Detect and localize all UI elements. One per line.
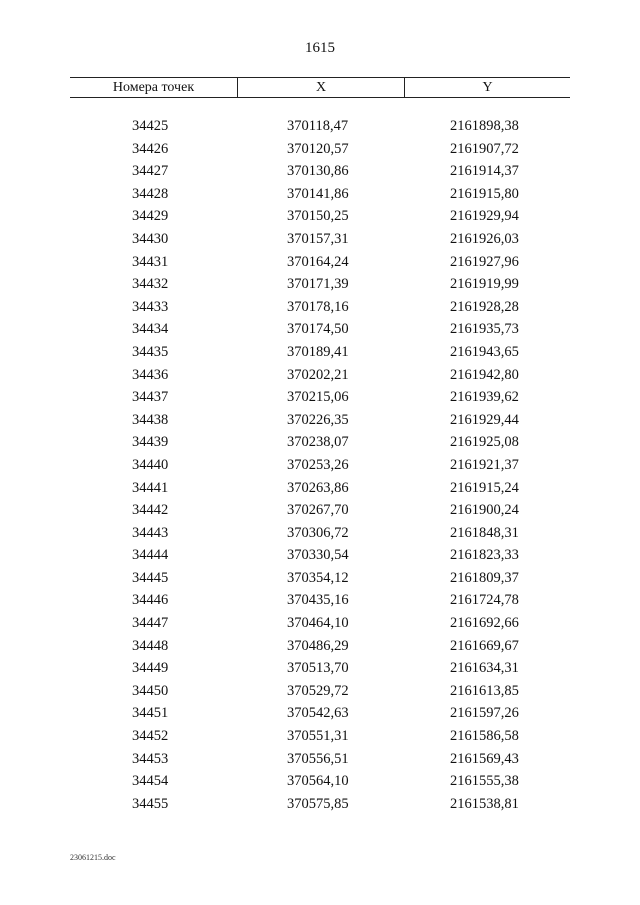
- y-coordinate-cell: 2161929,44: [450, 411, 519, 428]
- page-number: 1615: [305, 40, 335, 56]
- table-row: [70, 431, 570, 454]
- table-row: [70, 748, 570, 771]
- point-number-cell: 34449: [132, 660, 169, 677]
- y-coordinate-cell: 2161900,24: [450, 502, 519, 519]
- x-coordinate-cell: 370141,86: [287, 185, 349, 202]
- y-coordinate-cell: 2161907,72: [450, 140, 519, 157]
- point-number-cell: 34426: [132, 140, 169, 157]
- point-number-cell: 34437: [132, 389, 169, 406]
- point-number-cell: 34434: [132, 321, 169, 338]
- point-number-cell: 34431: [132, 253, 169, 270]
- table-row: [70, 205, 570, 228]
- table-row: [70, 341, 570, 364]
- x-coordinate-cell: 370564,10: [287, 773, 349, 790]
- table-row: [70, 251, 570, 274]
- y-coordinate-cell: 2161928,28: [450, 298, 519, 315]
- table-row: [70, 612, 570, 635]
- y-coordinate-cell: 2161935,73: [450, 321, 519, 338]
- y-coordinate-cell: 2161634,31: [450, 660, 519, 677]
- x-coordinate-cell: 370330,54: [287, 547, 349, 564]
- point-number-cell: 34441: [132, 479, 169, 496]
- x-coordinate-cell: 370464,10: [287, 615, 349, 632]
- point-number-cell: 34433: [132, 298, 169, 315]
- table-row: [70, 499, 570, 522]
- y-coordinate-cell: 2161927,96: [450, 253, 519, 270]
- point-number-cell: 34428: [132, 185, 169, 202]
- x-coordinate-cell: 370529,72: [287, 682, 349, 699]
- point-number-cell: 34430: [132, 230, 169, 247]
- point-number-cell: 34444: [132, 547, 169, 564]
- x-coordinate-cell: 370150,25: [287, 208, 349, 225]
- x-coordinate-cell: 370542,63: [287, 705, 349, 722]
- y-coordinate-cell: 2161915,24: [450, 479, 519, 496]
- table-header: [70, 77, 570, 98]
- y-coordinate-cell: 2161669,67: [450, 637, 519, 654]
- y-coordinate-cell: 2161569,43: [450, 750, 519, 767]
- point-number-cell: 34452: [132, 728, 169, 745]
- x-coordinate-cell: 370238,07: [287, 434, 349, 451]
- x-coordinate-cell: 370486,29: [287, 637, 349, 654]
- table-row: [70, 793, 570, 816]
- table-row: [70, 635, 570, 658]
- point-number-cell: 34438: [132, 411, 169, 428]
- table-row: [70, 183, 570, 206]
- x-coordinate-cell: 370253,26: [287, 456, 349, 473]
- point-number-cell: 34445: [132, 569, 169, 586]
- y-coordinate-cell: 2161919,99: [450, 276, 519, 293]
- x-coordinate-cell: 370354,12: [287, 569, 349, 586]
- point-number-cell: 34442: [132, 502, 169, 519]
- x-coordinate-cell: 370202,21: [287, 366, 349, 383]
- x-coordinate-cell: 370174,50: [287, 321, 349, 338]
- point-number-cell: 34435: [132, 343, 169, 360]
- point-number-cell: 34425: [132, 118, 169, 134]
- table-row: [70, 477, 570, 500]
- y-coordinate-cell: 2161939,62: [450, 389, 519, 406]
- table-row: [70, 364, 570, 387]
- table-row: [70, 680, 570, 703]
- table-row: [70, 138, 570, 161]
- x-coordinate-cell: 370267,70: [287, 502, 349, 519]
- point-number-cell: 34454: [132, 773, 169, 790]
- table-body: [70, 115, 570, 815]
- table-row: [70, 589, 570, 612]
- table-row: [70, 454, 570, 477]
- x-coordinate-cell: 370435,16: [287, 592, 349, 609]
- y-coordinate-cell: 2161943,65: [450, 343, 519, 360]
- x-coordinate-cell: 370551,31: [287, 728, 349, 745]
- point-number-cell: 34448: [132, 637, 169, 654]
- x-coordinate-cell: 370120,57: [287, 140, 349, 157]
- y-coordinate-cell: 2161538,81: [450, 795, 519, 812]
- table-row: [70, 567, 570, 590]
- x-coordinate-cell: 370556,51: [287, 750, 349, 767]
- point-number-cell: 34439: [132, 434, 169, 451]
- point-number-cell: 34432: [132, 276, 169, 293]
- x-coordinate-cell: 370263,86: [287, 479, 349, 496]
- table-row: [70, 318, 570, 341]
- y-coordinate-cell: 2161692,66: [450, 615, 519, 632]
- point-number-cell: 34429: [132, 208, 169, 225]
- table-row: [70, 657, 570, 680]
- x-coordinate-cell: 370575,85: [287, 795, 349, 812]
- x-coordinate-cell: 370215,06: [287, 389, 349, 406]
- y-coordinate-cell: 2161823,33: [450, 547, 519, 564]
- x-coordinate-cell: 370130,86: [287, 163, 349, 180]
- y-coordinate-cell: 2161942,80: [450, 366, 519, 383]
- y-coordinate-cell: 2161809,37: [450, 569, 519, 586]
- y-coordinate-cell: 2161929,94: [450, 208, 519, 225]
- point-number-cell: 34436: [132, 366, 169, 383]
- point-number-cell: 34451: [132, 705, 169, 722]
- point-number-cell: 34450: [132, 682, 169, 699]
- y-coordinate-cell: 2161613,85: [450, 682, 519, 699]
- table-row: [70, 544, 570, 567]
- point-number-cell: 34453: [132, 750, 169, 767]
- point-number-cell: 34455: [132, 795, 169, 812]
- y-coordinate-cell: 2161597,26: [450, 705, 519, 722]
- y-coordinate-cell: 2161914,37: [450, 163, 519, 180]
- table-row: [70, 296, 570, 319]
- table-row: [70, 770, 570, 793]
- x-coordinate-cell: 370513,70: [287, 660, 349, 677]
- footer-filename: 23061215.doc: [70, 853, 116, 862]
- x-coordinate-cell: 370171,39: [287, 276, 349, 293]
- table-row: [70, 160, 570, 183]
- point-number-cell: 34446: [132, 592, 169, 609]
- x-coordinate-cell: 370118,47: [287, 118, 349, 134]
- y-coordinate-cell: 2161586,58: [450, 728, 519, 745]
- y-coordinate-cell: 2161926,03: [450, 230, 519, 247]
- table-row: [70, 386, 570, 409]
- point-number-cell: 34427: [132, 163, 169, 180]
- x-coordinate-cell: 370306,72: [287, 524, 349, 541]
- y-coordinate-cell: 2161555,38: [450, 773, 519, 790]
- table-row: [70, 522, 570, 545]
- x-coordinate-cell: 370157,31: [287, 230, 349, 247]
- table-row: [70, 702, 570, 725]
- point-number-cell: 34443: [132, 524, 169, 541]
- point-number-cell: 34447: [132, 615, 169, 632]
- x-coordinate-cell: 370178,16: [287, 298, 349, 315]
- header-x: X: [238, 78, 405, 97]
- y-coordinate-cell: 2161921,37: [450, 456, 519, 473]
- table-row: [70, 115, 570, 138]
- x-coordinate-cell: 370164,24: [287, 253, 349, 270]
- header-y: Y: [482, 80, 493, 95]
- y-coordinate-cell: 2161898,38: [450, 118, 519, 134]
- x-coordinate-cell: 370226,35: [287, 411, 349, 428]
- y-coordinate-cell: 2161925,08: [450, 434, 519, 451]
- header-point-numbers: Номера точек: [70, 78, 238, 97]
- table-row: [70, 725, 570, 748]
- point-number-cell: 34440: [132, 456, 169, 473]
- table-row: [70, 409, 570, 432]
- y-coordinate-cell: 2161848,31: [450, 524, 519, 541]
- x-coordinate-cell: 370189,41: [287, 343, 349, 360]
- table-row: [70, 273, 570, 296]
- table-row: [70, 228, 570, 251]
- y-coordinate-cell: 2161915,80: [450, 185, 519, 202]
- y-coordinate-cell: 2161724,78: [450, 592, 519, 609]
